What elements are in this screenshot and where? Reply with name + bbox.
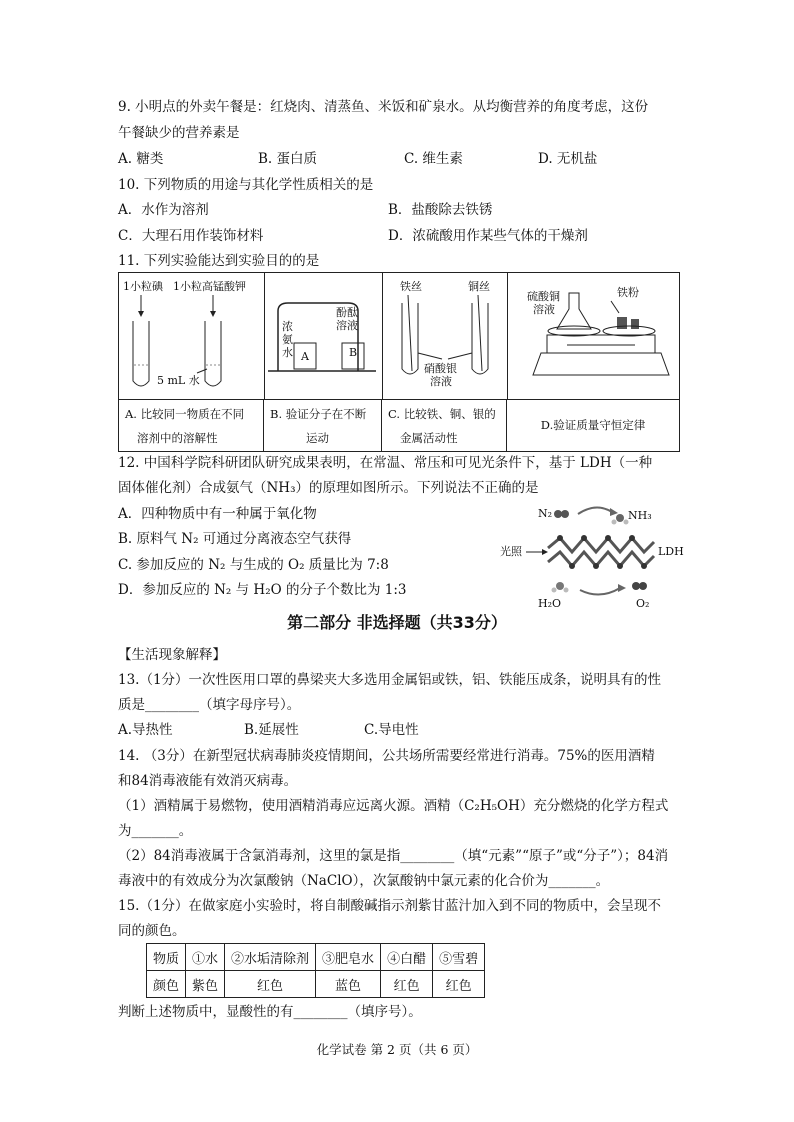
q13-option-b: B.延展性 [244, 722, 299, 738]
experiment-table [118, 272, 680, 452]
table-cell: ②水垢清除剂 [225, 944, 316, 971]
copper-sulfate-label-1: 硫酸铜 [527, 290, 560, 303]
caption-b [264, 399, 382, 451]
h2o-label: H₂O [538, 597, 562, 610]
table-cell: 蓝色 [316, 971, 381, 998]
q13-option-a: A.导热性 [118, 722, 173, 738]
table-cell: 颜色 [147, 971, 186, 998]
q14-part2-line1: （2）84消毒液属于含氯消毒剂，这里的氯是指________（填“元素”“原子”或“分子”）；84消 [118, 848, 669, 864]
caption-b-line1: B. 验证分子在不断 [270, 407, 367, 421]
q10-option-a: A．水作为溶剂 [118, 202, 209, 218]
q12-stem-line1: 12. 中国科学院科研团队研究成果表明，在常温、常压和可见光条件下，基于 LDH（一种 [118, 455, 653, 471]
q10-option-c: C．大理石用作装饰材料 [118, 228, 264, 244]
q12-option-a: A．四种物质中有一种属于氧化物 [118, 506, 317, 522]
q9-option-b: B. 蛋白质 [258, 151, 318, 167]
q15-stem-line1: 15.（1分）在做家庭小实验时，将自制酸碱指示剂紫甘蓝汁加入到不同的物质中，会呈现不 [118, 898, 662, 914]
beaker-a-label: A [301, 350, 309, 363]
caption-a [119, 399, 264, 451]
indicator-color-table [146, 943, 485, 998]
silver-nitrate-label-2: 溶液 [430, 375, 452, 388]
n2-label: N₂ [538, 507, 553, 520]
q9-option-d: D. 无机盐 [538, 151, 598, 167]
q15-stem-line2: 同的颜色。 [118, 923, 186, 939]
q9-option-a: A. 糖类 [118, 151, 164, 167]
copper-sulfate-label-2: 溶液 [533, 303, 555, 316]
page-footer: 化学试卷 第 2 页（共 6 页） [316, 1042, 478, 1057]
caption-b-line2: 运动 [306, 431, 329, 445]
q9-option-c: C. 维生素 [404, 151, 463, 167]
table-row [147, 944, 485, 971]
table-cell: ①水 [186, 944, 225, 971]
iron-powder-label: 铁粉 [617, 286, 639, 299]
nh3-label: NH₃ [628, 509, 652, 522]
q13-stem-line1: 13.（1分）一次性医用口罩的鼻梁夹大多选用金属铝或铁，铝、铁能压成条，说明具有的性 [118, 672, 662, 688]
q12-option-d: D．参加反应的 N₂ 与 H₂O 的分子个数比为 1:3 [118, 582, 407, 598]
iodine-label: 1小粒碘 [123, 280, 163, 293]
conc-ammonia-label-3: 水 [282, 346, 293, 359]
phenolphthalein-label-2: 溶液 [336, 319, 358, 332]
part2-title: 第二部分 非选择题（共33分） [287, 613, 507, 632]
q14-part1-line1: （1）酒精属于易燃物，使用酒精消毒应远离火源。酒精（C₂H₅OH）充分燃烧的化学方程式 [118, 798, 669, 814]
table-cell: 紫色 [186, 971, 225, 998]
experiment-b-figure [264, 273, 383, 399]
q14-stem-line2: 和84消毒液能有效消灭病毒。 [118, 773, 298, 789]
q9-stem-line2: 午餐缺少的营养素是 [118, 125, 240, 141]
experiment-d-figure [507, 273, 679, 399]
water-label: 5 mL 水 [157, 374, 200, 387]
q14-stem-line1: 14. （3分）在新型冠状病毒肺炎疫情期间，公共场所需要经常进行消毒。75%的医用酒精 [118, 748, 655, 764]
caption-a-line1: A. 比较同一物质在不同 [125, 407, 245, 421]
q9-stem-line1: 9. 小明点的外卖午餐是：红烧肉、清蒸鱼、米饭和矿泉水。从均衡营养的角度考虑，这份 [118, 99, 649, 115]
q10-option-b: B．盐酸除去铁锈 [388, 202, 493, 218]
permanganate-label: 1小粒高锰酸钾 [173, 280, 246, 293]
table-cell: ⑤雪碧 [433, 944, 485, 971]
o2-label: O₂ [636, 597, 650, 610]
q14-part1-line2: 为_______。 [118, 823, 193, 839]
q12-stem-line2: 固体催化剂）合成氨气（NH₃）的原理如图所示。下列说法不正确的是 [118, 480, 539, 496]
conc-ammonia-label-2: 氨 [282, 333, 293, 346]
balance-drawing [507, 273, 679, 399]
table-cell: 红色 [433, 971, 485, 998]
conc-ammonia-label-1: 浓 [282, 320, 293, 333]
table-row [147, 971, 485, 998]
table-cell: ④白醋 [381, 944, 433, 971]
ldh-label: LDH [658, 545, 684, 558]
q10-option-d: D．浓硫酸用作某些气体的干燥剂 [388, 228, 588, 244]
q13-stem-line2: 质是________（填字母序号）。 [118, 697, 301, 713]
phenolphthalein-label-1: 酚酞 [336, 306, 358, 319]
experiment-a-figure [119, 273, 265, 399]
q12-option-b: B. 原料气 N₂ 可通过分离液态空气获得 [118, 531, 352, 547]
ldh-lattice-drawing [500, 500, 690, 612]
q11-stem: 11. 下列实验能达到实验目的的是 [118, 253, 320, 269]
table-cell: 红色 [225, 971, 316, 998]
caption-c-line2: 金属活动性 [400, 431, 458, 445]
light-label: 光照 [500, 545, 522, 558]
experiment-c-figure [382, 273, 508, 399]
copper-wire-label: 铜丝 [468, 280, 490, 293]
q10-stem: 10. 下列物质的用途与其化学性质相关的是 [118, 177, 374, 193]
table-cell: 物质 [147, 944, 186, 971]
q12-option-c: C. 参加反应的 N₂ 与生成的 O₂ 质量比为 7:8 [118, 557, 389, 573]
iron-wire-label: 铁丝 [400, 280, 422, 293]
q15-tail: 判断上述物质中，显酸性的有________（填序号）。 [118, 1004, 422, 1020]
table-cell: 红色 [381, 971, 433, 998]
caption-d: D.验证质量守恒定律 [507, 399, 679, 451]
q13-option-c: C.导电性 [364, 722, 419, 738]
caption-a-line2: 溶剂中的溶解性 [137, 431, 218, 445]
q14-part2-line2: 毒液中的有效成分为次氯酸钠（NaClO），次氯酸钠中氯元素的化合价为_______。 [118, 873, 610, 889]
ldh-diagram [500, 500, 690, 612]
section-label: 【生活现象解释】 [118, 647, 226, 663]
table-cell: ③肥皂水 [316, 944, 381, 971]
caption-c-line1: C. 比较铁、铜、银的 [388, 407, 496, 421]
silver-nitrate-label-1: 硝酸银 [424, 362, 457, 375]
caption-c [382, 399, 507, 451]
beaker-b-label: B [349, 346, 358, 359]
